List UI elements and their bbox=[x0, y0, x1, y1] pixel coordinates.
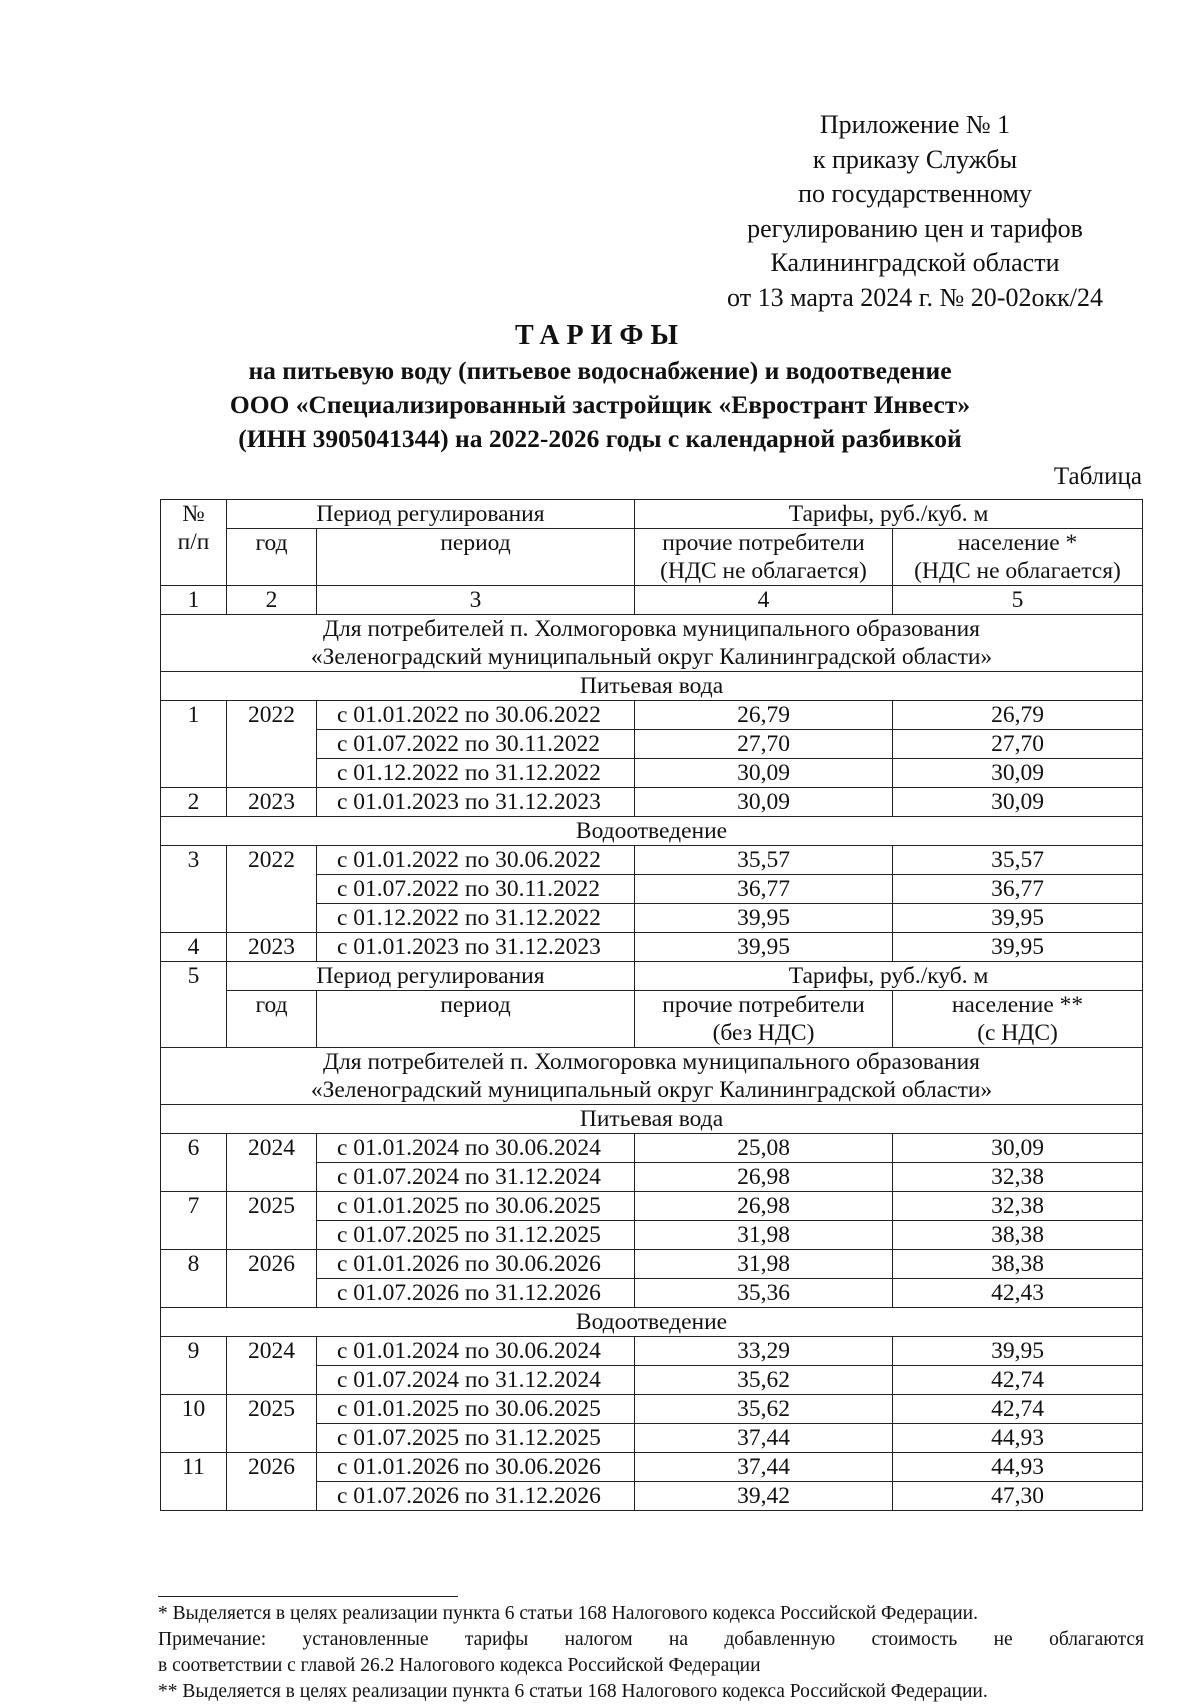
row-number: 7 bbox=[161, 1192, 227, 1250]
row-period: с 01.01.2023 по 31.12.2023 bbox=[317, 933, 635, 962]
header-line: по государственному bbox=[798, 179, 1032, 208]
header-period: период bbox=[317, 529, 635, 586]
header-num: 5 bbox=[161, 962, 227, 1048]
table-row bbox=[161, 788, 1143, 817]
cell-text: п/п bbox=[177, 529, 210, 555]
footnote-remark-cont: в соответствии с главой 26.2 Налогового кодекса Российской Федерации bbox=[158, 1655, 761, 1676]
row-period: с 01.01.2022 по 30.06.2022 bbox=[317, 846, 635, 875]
row-tariff-others: 39,95 bbox=[635, 933, 893, 962]
row-tariff-others: 30,09 bbox=[635, 759, 893, 788]
row-year: 2022 bbox=[227, 846, 317, 933]
cell-text: (без НДС) bbox=[712, 1020, 815, 1046]
row-period: с 01.12.2022 по 31.12.2022 bbox=[317, 759, 635, 788]
row-tariff-others: 35,62 bbox=[635, 1366, 893, 1395]
column-number: 2 bbox=[227, 586, 317, 615]
row-tariff-others: 37,44 bbox=[635, 1453, 893, 1482]
header-line: Калининградской области bbox=[770, 248, 1060, 277]
row-period: с 01.07.2026 по 31.12.2026 bbox=[317, 1482, 635, 1511]
section-label: Водоотведение bbox=[161, 1308, 1143, 1337]
header-num bbox=[161, 500, 227, 586]
row-tariff-others: 39,42 bbox=[635, 1482, 893, 1511]
row-period: с 01.01.2022 по 30.06.2022 bbox=[317, 701, 635, 730]
row-tariff-population: 38,38 bbox=[893, 1221, 1143, 1250]
row-tariff-population: 42,43 bbox=[893, 1279, 1143, 1308]
cell-text: прочие потребители bbox=[662, 992, 865, 1018]
row-number: 8 bbox=[161, 1250, 227, 1308]
row-tariff-others: 31,98 bbox=[635, 1250, 893, 1279]
table-row bbox=[161, 1250, 1143, 1279]
table-caption: Таблица bbox=[1053, 463, 1142, 490]
row-tariff-others: 35,36 bbox=[635, 1279, 893, 1308]
row-tariff-population: 39,95 bbox=[893, 1337, 1143, 1366]
footnote-vat-population-2: ** Выделяется в целях реализации пункта 6 статьи 168 Налогового кодекса Российской Федерации. bbox=[158, 1681, 988, 1702]
footnote-rule bbox=[158, 1596, 458, 1597]
row-period: с 01.01.2024 по 30.06.2024 bbox=[317, 1134, 635, 1163]
row-year: 2023 bbox=[227, 933, 317, 962]
row-period: с 01.01.2023 по 31.12.2023 bbox=[317, 788, 635, 817]
row-tariff-population: 30,09 bbox=[893, 759, 1143, 788]
row-year: 2024 bbox=[227, 1134, 317, 1192]
row-tariff-others: 26,98 bbox=[635, 1163, 893, 1192]
table-row bbox=[161, 701, 1143, 730]
row-number: 1 bbox=[161, 701, 227, 788]
cell-text: (с НДС) bbox=[977, 1020, 1058, 1046]
consumer-section bbox=[161, 1048, 1143, 1105]
row-tariff-others: 33,29 bbox=[635, 1337, 893, 1366]
footnotes bbox=[158, 1596, 1144, 1705]
header-line: от 13 марта 2024 г. № 20-02окк/24 bbox=[727, 282, 1103, 312]
cell-text: Для потребителей п. Холмогоровка муниципального образования bbox=[323, 616, 980, 642]
column-number: 5 bbox=[893, 586, 1143, 615]
row-tariff-others: 30,09 bbox=[635, 788, 893, 817]
row-period: с 01.01.2025 по 30.06.2025 bbox=[317, 1395, 635, 1424]
row-tariff-population: 35,57 bbox=[893, 846, 1143, 875]
appendix-header bbox=[700, 108, 1130, 315]
table-row bbox=[161, 1134, 1143, 1163]
column-number: 4 bbox=[635, 586, 893, 615]
cell-text: население ** bbox=[951, 992, 1084, 1018]
row-period: с 01.07.2025 по 31.12.2025 bbox=[317, 1424, 635, 1453]
header-others bbox=[635, 529, 893, 586]
row-tariff-population: 39,95 bbox=[893, 933, 1143, 962]
consumer-section bbox=[161, 615, 1143, 672]
section-label: Водоотведение bbox=[161, 817, 1143, 846]
row-period: с 01.07.2025 по 31.12.2025 bbox=[317, 1221, 635, 1250]
cell-text: «Зеленоградский муниципальный округ Калининградской области» bbox=[310, 1077, 993, 1103]
table-row bbox=[161, 1395, 1143, 1424]
row-tariff-others: 26,79 bbox=[635, 701, 893, 730]
row-period: с 01.01.2026 по 30.06.2026 bbox=[317, 1453, 635, 1482]
row-tariff-population: 39,95 bbox=[893, 904, 1143, 933]
cell-text: (НДС не облагается) bbox=[914, 558, 1121, 584]
row-year: 2026 bbox=[227, 1453, 317, 1511]
row-tariff-population: 44,93 bbox=[893, 1424, 1143, 1453]
row-tariff-others: 27,70 bbox=[635, 730, 893, 759]
table-row bbox=[161, 846, 1143, 875]
header-population bbox=[893, 991, 1143, 1048]
header-period-group: Период регулирования bbox=[227, 500, 635, 529]
header-year: год bbox=[227, 529, 317, 586]
title-line-2: ООО «Специализированный застройщик «Евространт Инвест» bbox=[229, 390, 971, 419]
header-line: к приказу Службы bbox=[812, 144, 1018, 174]
header-tariff-group: Тарифы, руб./куб. м bbox=[635, 962, 1143, 991]
cell-text: «Зеленоградский муниципальный округ Калининградской области» bbox=[310, 644, 993, 670]
row-number: 2 bbox=[161, 788, 227, 817]
document-title bbox=[0, 318, 1200, 456]
row-tariff-population: 36,77 bbox=[893, 875, 1143, 904]
row-period: с 01.01.2024 по 30.06.2024 bbox=[317, 1337, 635, 1366]
column-number: 3 bbox=[317, 586, 635, 615]
row-number: 10 bbox=[161, 1395, 227, 1453]
cell-text: (НДС не облагается) bbox=[660, 558, 867, 584]
row-tariff-others: 37,44 bbox=[635, 1424, 893, 1453]
row-year: 2023 bbox=[227, 788, 317, 817]
row-number: 3 bbox=[161, 846, 227, 933]
row-tariff-population: 32,38 bbox=[893, 1163, 1143, 1192]
row-number: 4 bbox=[161, 933, 227, 962]
row-tariff-others: 39,95 bbox=[635, 904, 893, 933]
row-period: с 01.07.2024 по 31.12.2024 bbox=[317, 1366, 635, 1395]
row-year: 2024 bbox=[227, 1337, 317, 1395]
header-tariff-group: Тарифы, руб./куб. м bbox=[635, 500, 1143, 529]
row-tariff-others: 35,62 bbox=[635, 1395, 893, 1424]
row-number: 11 bbox=[161, 1453, 227, 1511]
row-tariff-population: 42,74 bbox=[893, 1395, 1143, 1424]
row-period: с 01.07.2022 по 30.11.2022 bbox=[317, 875, 635, 904]
row-year: 2025 bbox=[227, 1395, 317, 1453]
row-number: 9 bbox=[161, 1337, 227, 1395]
row-number: 6 bbox=[161, 1134, 227, 1192]
header-period: период bbox=[317, 991, 635, 1048]
header-line: регулированию цен и тарифов bbox=[747, 213, 1083, 243]
row-tariff-population: 27,70 bbox=[893, 730, 1143, 759]
row-year: 2025 bbox=[227, 1192, 317, 1250]
table-row bbox=[161, 1453, 1143, 1482]
title-line-3: (ИНН 3905041344) на 2022-2026 годы с календарной разбивкой bbox=[238, 424, 962, 453]
header-others bbox=[635, 991, 893, 1048]
table-row bbox=[161, 1337, 1143, 1366]
row-period: с 01.12.2022 по 31.12.2022 bbox=[317, 904, 635, 933]
row-period: с 01.07.2026 по 31.12.2026 bbox=[317, 1279, 635, 1308]
row-tariff-population: 32,38 bbox=[893, 1192, 1143, 1221]
title-main: ТАРИФЫ bbox=[515, 320, 685, 351]
row-period: с 01.01.2026 по 30.06.2026 bbox=[317, 1250, 635, 1279]
row-year: 2022 bbox=[227, 701, 317, 788]
header-period-group: Период регулирования bbox=[227, 962, 635, 991]
row-tariff-population: 26,79 bbox=[893, 701, 1143, 730]
footnote-vat-population: * Выделяется в целях реализации пункта 6 статьи 168 Налогового кодекса Российской Федерации. bbox=[158, 1603, 978, 1624]
header-year: год bbox=[227, 991, 317, 1048]
row-tariff-others: 35,57 bbox=[635, 846, 893, 875]
row-tariff-population: 38,38 bbox=[893, 1250, 1143, 1279]
row-tariff-others: 25,08 bbox=[635, 1134, 893, 1163]
cell-text: прочие потребители bbox=[662, 530, 865, 556]
column-number: 1 bbox=[161, 586, 227, 615]
row-tariff-population: 44,93 bbox=[893, 1453, 1143, 1482]
row-tariff-population: 30,09 bbox=[893, 1134, 1143, 1163]
cell-text: Для потребителей п. Холмогоровка муниципального образования bbox=[323, 1049, 980, 1075]
table-row bbox=[161, 1192, 1143, 1221]
row-tariff-others: 26,98 bbox=[635, 1192, 893, 1221]
row-tariff-population: 47,30 bbox=[893, 1482, 1143, 1511]
row-tariff-others: 36,77 bbox=[635, 875, 893, 904]
title-line-1: на питьевую воду (питьевое водоснабжение) и водоотведение bbox=[248, 356, 952, 385]
row-period: с 01.01.2025 по 30.06.2025 bbox=[317, 1192, 635, 1221]
footnote-remark: Примечание: установленные тарифы налогом на добавленную стоимость не облагаются bbox=[158, 1629, 1144, 1650]
section-label: Питьевая вода bbox=[161, 672, 1143, 701]
section-label: Питьевая вода bbox=[161, 1105, 1143, 1134]
table-row bbox=[161, 933, 1143, 962]
row-tariff-population: 30,09 bbox=[893, 788, 1143, 817]
row-tariff-population: 42,74 bbox=[893, 1366, 1143, 1395]
tariff-table bbox=[160, 499, 1143, 1511]
header-line: Приложение № 1 bbox=[819, 110, 1011, 139]
cell-text: население * bbox=[957, 530, 1078, 556]
header-population bbox=[893, 529, 1143, 586]
row-period: с 01.07.2024 по 31.12.2024 bbox=[317, 1163, 635, 1192]
row-year: 2026 bbox=[227, 1250, 317, 1308]
row-tariff-others: 31,98 bbox=[635, 1221, 893, 1250]
cell-text: № bbox=[182, 501, 205, 527]
row-period: с 01.07.2022 по 30.11.2022 bbox=[317, 730, 635, 759]
